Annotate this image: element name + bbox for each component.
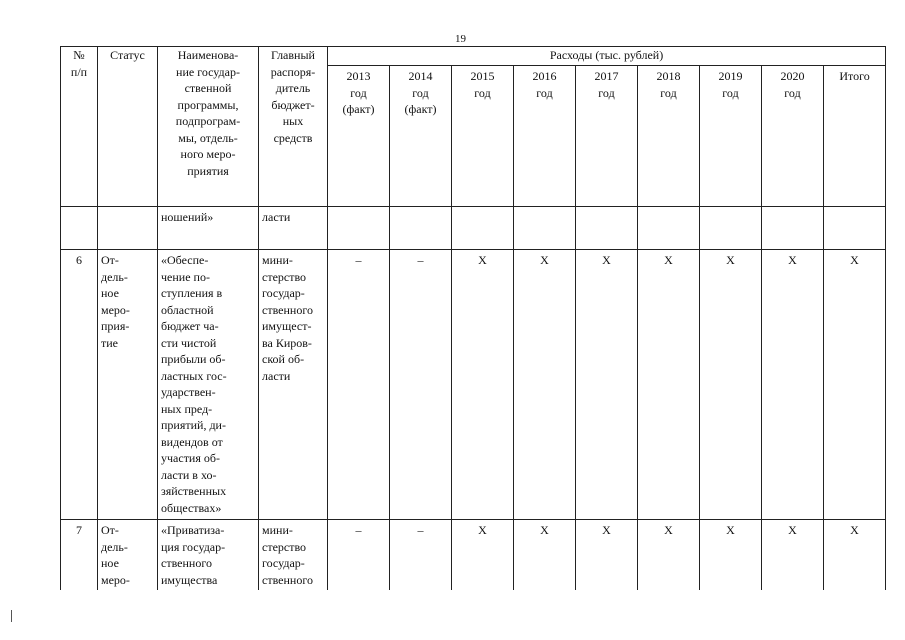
header-year [390, 66, 452, 207]
cell-line: ственного [262, 302, 313, 317]
cell-value: Х [452, 520, 514, 591]
cell-line: ударствен- [161, 385, 216, 399]
cell-line: ственного [262, 572, 313, 587]
cell-line: «Приватиза- [161, 523, 225, 537]
header-year [576, 66, 638, 207]
header-year [452, 66, 514, 207]
cell-line: стерство [262, 539, 307, 554]
cell-line: год [474, 85, 491, 100]
cell-status [98, 250, 158, 520]
page-number: 19 [455, 33, 466, 45]
cell-line: № [73, 48, 85, 62]
cell-line: участия об- [161, 451, 220, 465]
cell-value: Х [700, 250, 762, 520]
cell-manager-continuation: ласти [259, 207, 328, 250]
cell-empty [98, 207, 158, 250]
header-name [158, 47, 259, 207]
cell-line: программы, [177, 97, 239, 112]
cell-line: ва Киров- [262, 335, 312, 350]
cell-line: ных [282, 114, 304, 128]
cell-value: Х [514, 250, 576, 520]
cell-empty [638, 207, 700, 250]
cell-line: меро- [101, 572, 130, 587]
cell-value: Х [576, 250, 638, 520]
cell-line: распоря- [270, 64, 316, 79]
cell-line: год [598, 85, 615, 100]
cell-line: 2015 [470, 69, 495, 83]
cell-line: средств [273, 130, 313, 145]
cell-line: меро- [101, 302, 130, 317]
cell-empty [452, 207, 514, 250]
table-row [61, 250, 886, 520]
header-expenses-group: Расходы (тыс. рублей) [328, 47, 886, 66]
cell-empty [514, 207, 576, 250]
cell-manager [259, 250, 328, 520]
header-total [824, 66, 886, 207]
cell-line: видендов от [161, 434, 223, 449]
header-year [638, 66, 700, 207]
cell-line: имущест- [262, 319, 312, 333]
cell-line: ние государ- [176, 64, 240, 79]
cell-value: Х [638, 250, 700, 520]
cell-line: прибыли об- [161, 352, 226, 366]
cell-line: год [660, 85, 677, 100]
cell-line: ступления в [161, 286, 223, 300]
cell-line: ласти в хо- [161, 467, 217, 482]
cell-line: год [536, 85, 553, 100]
cell-name-continuation: ношений» [158, 207, 259, 250]
cell-value: – [390, 250, 452, 520]
cell-line: ственной [184, 81, 232, 95]
cell-line: дитель [275, 81, 311, 95]
cell-line: Главный [271, 48, 315, 62]
cell-line: год [722, 85, 739, 100]
cell-value: Х [452, 250, 514, 520]
cell-line: год [784, 85, 801, 100]
cell-value: – [328, 520, 390, 591]
cell-line: бюджет- [271, 97, 315, 112]
cell-line: 2017 [594, 69, 619, 83]
cell-line: дель- [101, 269, 128, 284]
header-year [700, 66, 762, 207]
cell-empty [328, 207, 390, 250]
cell-line: областной [161, 302, 214, 317]
cell-line: государ- [262, 556, 305, 570]
cell-empty [824, 207, 886, 250]
margin-mark [11, 610, 12, 622]
cell-value: Х [700, 520, 762, 591]
header-row [61, 47, 886, 66]
cell-line: ция государ- [161, 539, 226, 554]
cell-line: приятия [187, 163, 229, 178]
cell-empty [390, 207, 452, 250]
cell-line: Итого [839, 69, 870, 83]
cell-line: Наименова- [177, 48, 239, 62]
cell-line: чение по- [161, 269, 210, 284]
cell-line: 2018 [656, 69, 681, 83]
cell-value: Х [824, 520, 886, 591]
cell-value: Х [762, 520, 824, 591]
cell-line: ное [101, 556, 119, 570]
cell-empty [61, 207, 98, 250]
cell-line: ных пред- [161, 401, 213, 416]
cell-line: год [412, 85, 429, 100]
cell-line: год [350, 85, 367, 100]
cell-line: бюджет ча- [161, 319, 219, 333]
continuation-row [61, 207, 886, 250]
cell-line: 2014 [408, 69, 433, 83]
cell-name [158, 520, 259, 591]
cell-line: ного меро- [180, 147, 236, 161]
cell-manager [259, 520, 328, 591]
cell-empty [576, 207, 638, 250]
cell-line: стерство [262, 269, 307, 284]
cell-line: (факт) [404, 102, 437, 116]
cell-line: дель- [101, 539, 128, 554]
cell-line: мини- [262, 253, 293, 267]
cell-value: Х [762, 250, 824, 520]
cell-value: – [328, 250, 390, 520]
cell-num: 7 [61, 520, 98, 591]
cell-line: имущества [161, 572, 218, 587]
cell-line: мы, отдель- [178, 130, 238, 145]
cell-line: 2019 [718, 69, 743, 83]
cell-line: «Обеспе- [161, 253, 209, 267]
cell-line: ное [101, 286, 119, 300]
header-year [762, 66, 824, 207]
cell-line: сти чистой [161, 335, 217, 350]
cell-line: ственного [161, 556, 212, 570]
header-num [61, 47, 98, 207]
cell-line: 2016 [532, 69, 557, 83]
cell-line: От- [101, 253, 119, 267]
cell-line: приятий, ди- [161, 418, 226, 432]
header-status: Статус [98, 47, 158, 207]
header-year [328, 66, 390, 207]
cell-line: мини- [262, 523, 293, 537]
header-year [514, 66, 576, 207]
cell-line: государ- [262, 286, 305, 300]
cell-value: Х [514, 520, 576, 591]
cell-status [98, 520, 158, 591]
cell-line: подпрограм- [175, 114, 241, 128]
cell-line: (факт) [342, 102, 375, 116]
cell-line: тие [101, 335, 118, 350]
cell-line: ластных гос- [161, 368, 227, 383]
cell-line: От- [101, 523, 119, 537]
cell-line: ласти [262, 368, 291, 383]
cell-line: обществах» [161, 500, 222, 515]
cell-line: п/п [70, 64, 88, 79]
cell-empty [700, 207, 762, 250]
cell-line: 2020 [780, 69, 805, 83]
header-manager [259, 47, 328, 207]
cell-value: Х [576, 520, 638, 591]
cell-value: – [390, 520, 452, 591]
cell-line: прия- [101, 319, 130, 333]
cell-value: Х [824, 250, 886, 520]
cell-value: Х [638, 520, 700, 591]
table-row [61, 520, 886, 591]
cell-name [158, 250, 259, 520]
cell-line: зяйственных [161, 484, 227, 498]
cell-line: ской об- [262, 352, 305, 366]
cell-line: 2013 [346, 69, 371, 83]
cell-num: 6 [61, 250, 98, 520]
cell-empty [762, 207, 824, 250]
budget-table [60, 46, 886, 590]
